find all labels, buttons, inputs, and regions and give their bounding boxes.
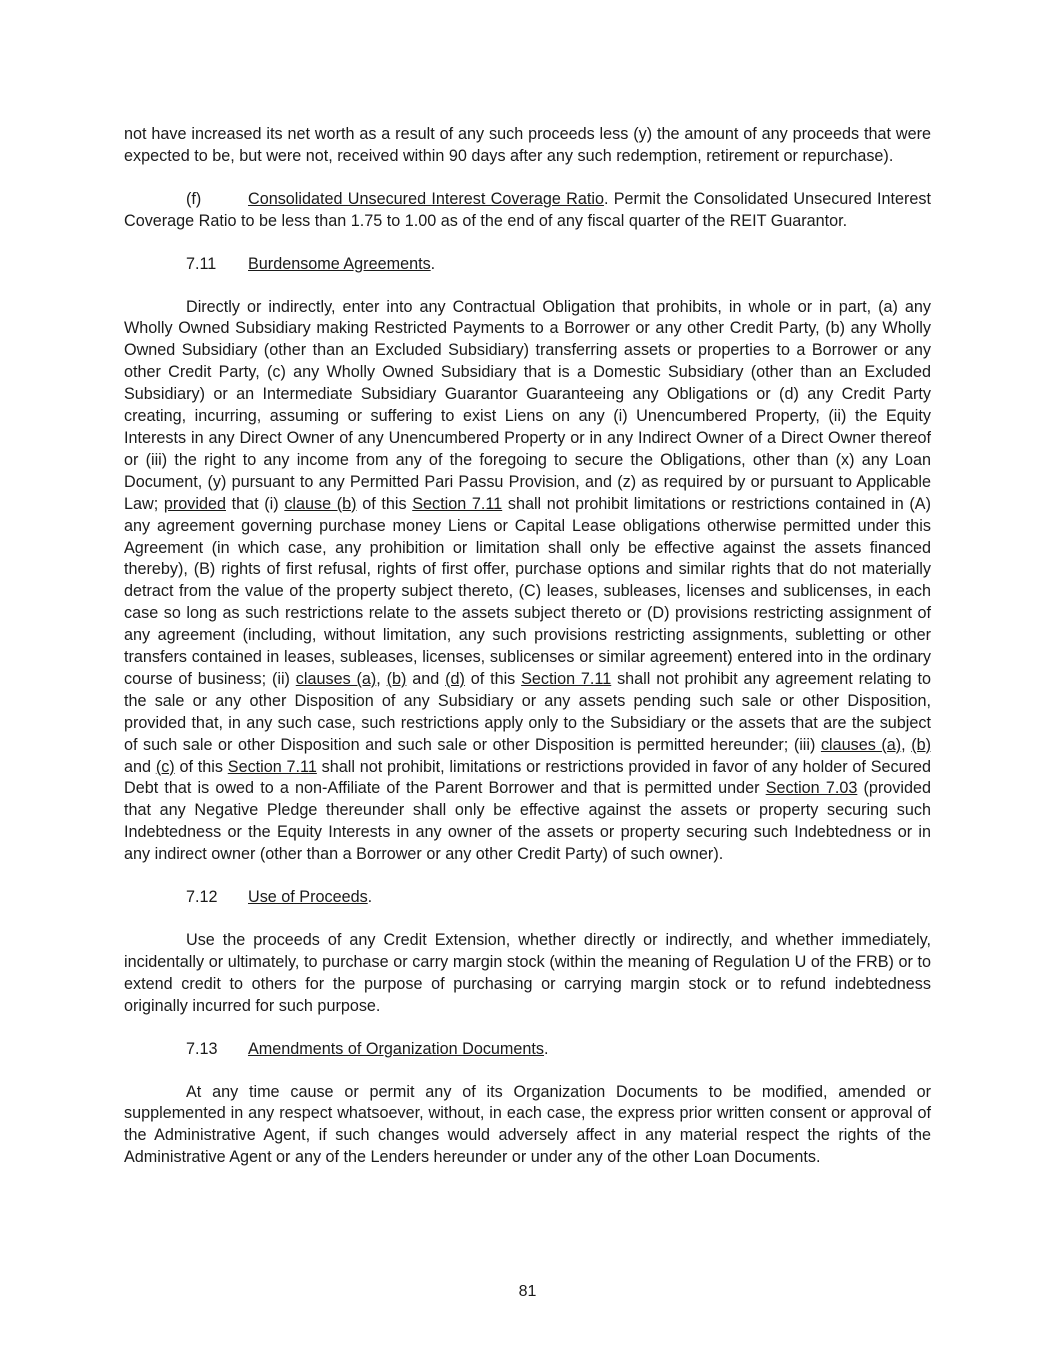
body-text: Directly or indirectly, enter into any Contractual Obligation that prohibits, in whole or in part, (a) any Wholly Owned Subsidiary making Restricted Payments to a Borrower or any other Credit Party, (b) any Wholly Owned Subsidiary (other than an Excluded Subsidiary) transferring assets or properties to a Borrower or any other Credit Party, (c) any Wholly Owned Subsidiary that is a Domestic Subsidiary (other than an Excluded Subsidiary) or an Intermediate Subsidiary Guarantor Guaranteeing any Obligations or (d) any Credit Party creating, incurring, assuming or suffering to exist Liens on any (i) Unencumbered Property, (ii) the Equity Interests in any Direct Owner of any Unencumbered Property or in any Indirect Owner of a Direct Owner thereof or (iii) the right to any income from any of the foregoing to secure the Obligations, other than (x) any Loan Document, (y) pursuant to any Permitted Pari Passu Provision, and (z) as required by or pursuant to Applicable Law;: [124, 297, 931, 513]
section-7-11-period: .: [430, 254, 436, 273]
body-text: ,: [901, 735, 912, 754]
body-text: shall not prohibit limitations or restrictions contained in (A) any agreement governing purchase money Liens or Capital Lease obligations otherwise permitted under this Agreement (in which case, any prohibition or limitation shall only be effective against the assets financed thereby), (B) rights of first refusal, rights of first offer, purchase options and similar rights that do not materially detract from the value of the property subject thereto, (C) leases, subleases, licenses and sublicenses, in each case so long as such restrictions relate to the assets subject thereto or (D) provisions restricting assignment of any agreement (including, without limitation, any such provisions restricting assignments, subletting or other transfers contained in leases, subleases, licenses, sublicenses or similar agreement) entered into in the ordinary course of business; (ii): [124, 494, 931, 688]
section-reference: Section 7.11: [412, 494, 503, 513]
clause-f-number: (f): [186, 189, 202, 208]
clause-reference: (b): [911, 735, 931, 754]
clause-f-title: Consolidated Unsecured Interest Coverage Ratio: [248, 189, 604, 208]
section-reference: Section 7.03: [765, 779, 858, 798]
body-text: that (i): [225, 494, 285, 513]
clause-reference: (c): [155, 757, 175, 776]
section-7-12-number: 7.12: [186, 888, 218, 907]
section-7-12-period: .: [367, 888, 373, 907]
section-7-13-period: .: [544, 1039, 549, 1058]
clause-reference: clauses (a): [820, 735, 902, 754]
section-7-11-body: [124, 297, 940, 867]
body-text: of this: [356, 494, 413, 513]
section-7-12-heading: [124, 887, 931, 909]
clause-reference: (d): [445, 669, 465, 688]
page-number: 81: [518, 1283, 537, 1300]
section-7-11-number: 7.11: [186, 254, 217, 273]
document-page: [124, 124, 940, 1169]
section-7-13-number: 7.13: [186, 1039, 218, 1058]
clause-reference: (b): [386, 669, 407, 688]
section-reference: Section 7.11: [227, 757, 317, 776]
section-7-13-body: At any time cause or permit any of its Organization Documents to be modified, amended or supplemented in any respect whatsoever, without, in each case, the express prior written consent or approval of the Administrative Agent, if such changes would adversely affect in any material respect the rights of the Administrative Agent or any of the Lenders hereunder or under any of the other Loan Documents.: [124, 1082, 931, 1167]
section-7-11-heading: [124, 254, 931, 276]
clause-f-paragraph: [124, 189, 931, 233]
section-reference: Section 7.11: [521, 669, 612, 688]
body-text: shall not prohibit any agreement relating to the sale or any other Disposition of any Subsidiary or any assets pending such sale or other Disposition, provided that, in any such case, such restrictions apply only to the Subsidiary or the assets that are the subject of such sale or other Disposition and such sale or other Disposition is permitted hereunder; (iii): [124, 669, 932, 754]
section-7-13-heading: [124, 1039, 931, 1061]
body-text: of this: [174, 757, 228, 776]
continuation-paragraph: not have increased its net worth as a result of any such proceeds less (y) the amount of any proceeds that were expected to be, but were not, received within 90 days after any such redemption, retirement or repurchase).: [124, 125, 931, 165]
body-text: and: [406, 669, 446, 688]
section-7-12-body: Use the proceeds of any Credit Extension, whether directly or indirectly, and whether immediately, incidentally or ultimately, to purchase or carry margin stock (within the meaning of Regulation U of the FRB) or to extend credit to others for the purpose of purchasing or carrying margin stock or to refund indebtedness originally incurred for such purpose.: [124, 931, 931, 1015]
body-text: (provided that any Negative Pledge thereunder shall only be effective against the assets or property securing such Indebtedness or the Equity Interests in any owner of the assets or property securing such Indebtedness or in any indirect owner (other than a Borrower or any other Credit Party) of such owner).: [124, 779, 931, 864]
body-text: of this: [464, 669, 522, 688]
section-7-13-title: Amendments of Organization Documents: [248, 1039, 545, 1058]
body-text: shall not prohibit, limitations or restrictions provided in favor of any holder of Secured Debt that is owed to a non-Affiliate of the Parent Borrower and that is permitted under: [124, 757, 932, 798]
section-7-11-title: Burdensome Agreements: [248, 254, 431, 273]
section-7-12-title: Use of Proceeds: [248, 888, 368, 907]
body-text: and: [124, 735, 940, 776]
underlined-term: provided: [163, 494, 226, 513]
clause-reference: clauses (a): [295, 669, 377, 688]
clause-f-text: . Permit the Consolidated Unsecured Interest Coverage Ratio to be less than 1.75 to 1.00 as of the end of any fiscal quarter of the REIT Guarantor.: [124, 189, 931, 230]
body-text: ,: [376, 669, 387, 688]
clause-reference: clause (b): [284, 494, 357, 513]
